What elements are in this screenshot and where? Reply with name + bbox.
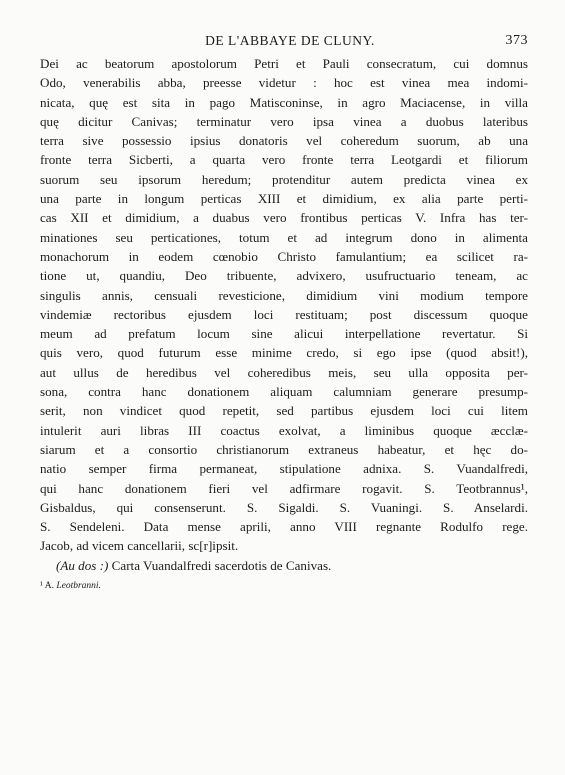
text-line: minationes seu perticationes, totum et ad integrum dono in alimenta [40,229,528,245]
charter-text [40,54,528,575]
text-line: Odo, venerabilis abba, preesse videtur : hoc est vinea mea indomi- [40,75,528,91]
footnote [40,581,101,591]
text-line: aut ullus de heredibus vel coheredibus meis, seu ulla opposita per- [40,364,528,380]
text-line: vindemiæ rectoribus ejusdem loci restituam; post discessum quoque [40,306,528,322]
text-line: cas XII et dimidium, a duabus vero frontibus perticas V. Infra has ter- [40,210,528,226]
text-line: suorum seu ipsorum heredum; protenditur autem predicta vinea ex [40,171,528,187]
page-number: 373 [505,33,528,48]
text-line: siarum et a consortio christianorum extraneus habeatur, et hęc do- [40,441,528,457]
text-line: natio semper firma permaneat, stipulatione adnixa. S. Vuandalfredi, [40,461,528,477]
text-line: meum ad prefatum locum sine alicui interpellatione revertatur. Si [40,326,528,342]
text-line: terra sive possessio ipsius donatoris vel coheredum suorum, ab una [40,133,528,149]
footnote-marker: ¹ [40,581,43,591]
text-line: tione ut, quandiu, Deo tribuente, advixero, usufructuario teneam, ac [40,268,528,284]
endorsement-line [40,556,528,575]
text-line: una parte in longum perticas XIII et dimidium, ex alia parte perti- [40,191,528,207]
text-line: Gisbaldus, qui consenserunt. S. Sigaldi. S. Vuaningi. S. Anselardi. [40,499,528,515]
text-line: quis vero, quod futurum esse minime credo, si ego ipse (quod absit!), [40,345,528,361]
footnote-prefix: A. [42,581,57,591]
text-line: qui hanc donationem fieri vel adfirmare rogavit. S. Teotbrannus¹, [40,480,528,496]
text-line: Dei ac beatorum apostolorum Petri et Pauli consecratum, cui domnus [40,56,528,71]
text-line: S. Sendeleni. Data mense aprili, anno VIII regnante Rodulfo rege. [40,519,528,535]
text-line: Jacob, ad vicem cancellarii, sc[r]ipsit. [40,538,239,554]
running-title: DE L'ABBAYE DE CLUNY. [205,33,375,48]
endorsement-text: Carta Vuandalfredi sacerdotis de Canivas. [108,557,332,573]
text-line: serit, non vindicet quod repetit, sed partibus ejusdem loci cui litem [40,403,528,419]
text-line: intulerit auri libras III coactus exolvat, a liminibus quoque æcclæ- [40,422,528,438]
text-line: sona, contra hanc donationem aliquam calumniam generare presump- [40,384,528,400]
text-line: fronte terra Sicberti, a quarta vero fronte terra Leotgardi et filiorum [40,152,528,168]
footnote-text: Leotbranni. [56,581,101,591]
page-header [40,33,528,53]
text-line: monachorum in eodem cœnobio Christo famulantium; ea scilicet ra- [40,248,528,264]
endorsement-label: (Au dos :) [56,557,109,573]
text-line: quę dicitur Canivas; terminatur vero ipsa vinea a duobus lateribus [40,113,528,129]
text-line: nicata, quę est sita in pago Matisconinse, in agro Maciacense, in villa [40,94,528,110]
text-line: singulis annis, censuali revesticione, dimidium vini modium tempore [40,287,528,303]
